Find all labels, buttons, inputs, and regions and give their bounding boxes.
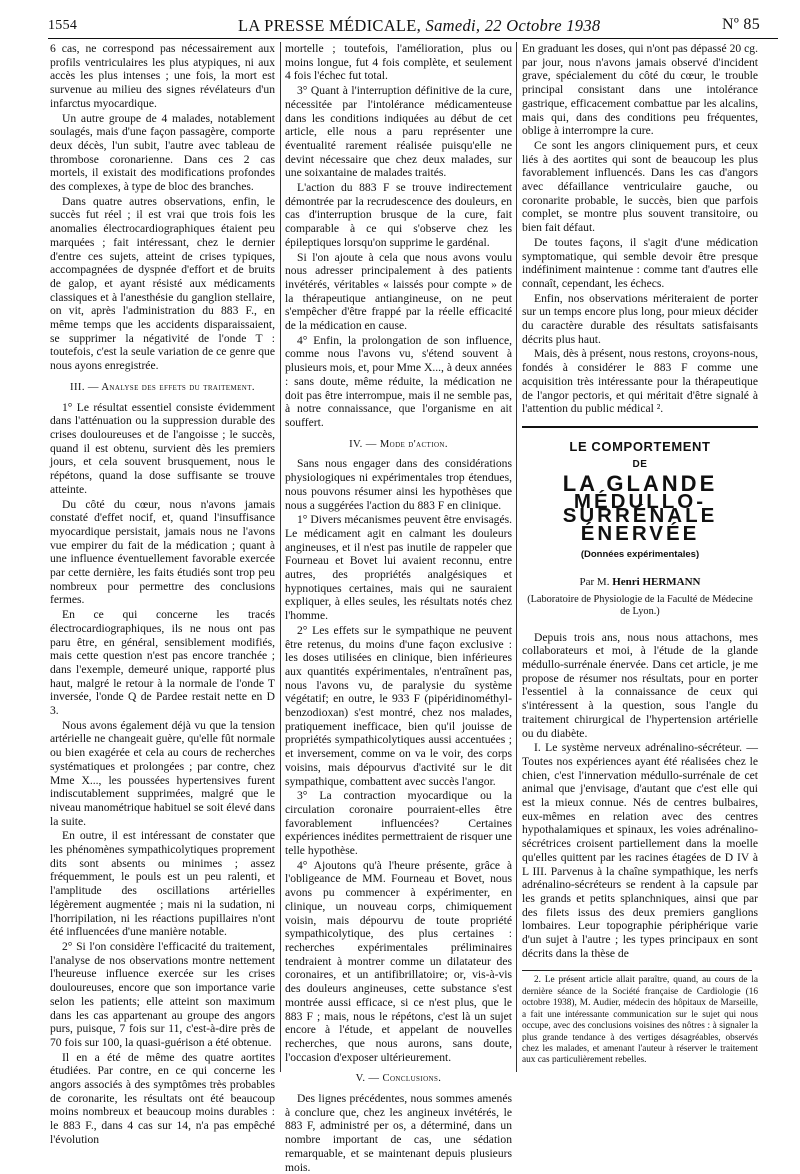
paragraph: Mais, dès à présent, nous restons, croyons-nous, fondés à considérer le 883 F comme une acquisition très intéressante pour la thérapeutique de l'angor pectoris, et qui méritait d'être signalé à l'attention du public médical ². — [522, 347, 758, 416]
paragraph: 6 cas, ne correspond pas nécessairement aux profils ventriculaires les plus atypiques, ni aux accès les plus intenses ; une fois, la mort est survenue au milieu des signes révélateurs d'un infarctus myocardique. — [50, 42, 275, 110]
page-header — [48, 14, 772, 38]
paragraph: 1° Le résultat essentiel consiste évidemment dans l'atténuation ou la suppression durable des crises douloureuses et de l'angoisse ; le succès, quand il est obtenu, survient dès les premiers jours, et cela souvent brusquement, nous le répétons, quand la dose suffisante se trouve atteinte. — [50, 400, 275, 496]
section-heading: III. — Analyse des effets du traitement. — [70, 381, 255, 393]
paragraph: 3° Quant à l'interruption définitive de la cure, nécessitée par l'intolérance médicamenteuse dans les conditions indiquées au début de cet article, elle nous a paru représenter une éventualité rarement réalisée puisqu'elle ne devint nécessaire que chez deux malades, sur une soixantaine de malades traités. — [285, 84, 512, 180]
paragraph: De toutes façons, il s'agit d'une médication symptomatique, qui semble devoir être presque indéfiniment maintenue : comme tant d'autres elle connaît, cependant, les échecs. — [522, 235, 758, 290]
paragraph: 1° Divers mécanismes peuvent être envisagés. Le médicament agit en calmant les douleurs angineuses, et il n'est pas inutile de rappeler que Fourneau et Bovet lui avaient reconnu, entre autres, des propriétés analgésiques et hypnotiques certaines, mais qui ne sauraient expliquer, à elles seules, les résultats notés chez l'homme. — [285, 513, 512, 623]
paragraph: Sans nous engager dans des considérations physiologiques ni expérimentales trop étendues, nous pouvons résumer ainsi les hypothèses que nous a suggérées l'action du 883 F en clinique. — [285, 457, 512, 512]
issue-date: Samedi, 22 Octobre 1938 — [425, 16, 601, 35]
paragraph: Nous avons également déjà vu que la tension artérielle ne changeait guère, qu'elle fût normale ou bien exagérée et cela au cours de recherches systématiques et prolongées ; par contre, chez Mme X..., les poussées hypertensives furent indiscutablement supprimées, malgré que le niveau manométrique habituel se soit élevé dans la suite. — [50, 718, 275, 828]
paragraph: L'action du 883 F se trouve indirectement démontrée par la recrudescence des douleurs, en cas d'interruption brusque de la cure, fait comparable à ce qui s'observe chez les épileptiques lorsqu'on supprime le gardénal. — [285, 181, 512, 249]
paragraph: 4° Ajoutons qu'à l'heure présente, grâce à l'obligeance de MM. Fourneau et Bovet, nous avons pu commencer à expérimenter, en clinique, un nouveau corps, chimiquement voisin, mais dépourvu de toute propriété sympathicolytique, des plus certaines : recherches expérimentales préliminaires tendraient à montrer comme un dilatateur des coronaires, et un antifibrillatoire; or, vis-à-vis des douleurs angineuses, cette substance s'est montrée aussi efficace, si ce n'est plus, que le 883 F ; mais, nous le répétons, c'est là un sujet encore à l'étude, et appelant de nouvelles recherches, que nous aurons, sans doute, l'occasion d'exposer ultérieurement. — [285, 858, 512, 1064]
column-divider — [280, 42, 281, 1072]
paragraph: Des lignes précédentes, nous sommes amenés à conclure que, chez les angineux invétérés, le 883 F, administré per os, a déterminé, dans un nombre important de cas, une sédation remarquable, et se maintenant depuis plusieurs mois. — [285, 1092, 512, 1174]
column-2 — [285, 42, 512, 1174]
footnote: 2. Le présent article allait paraître, quand, au cours de la dernière séance de la Société française de Cardiologie (16 octobre 1938), M. Audier, médecin des hôpitaux de Marseille, a fait une intéressante communication sur le sujet qui nous occupe, avec des conclusions voisines des nôtres : à signaler la plus grande tendance à des vertiges désagréables, observés chez les malades, et amenant l'auteur à réserver le traitement aux cas particulièrement rebelles. — [522, 975, 758, 1066]
article-heading — [522, 440, 758, 562]
paragraph: Un autre groupe de 4 malades, notablement soulagés, mais d'une façon passagère, comporte deux décès, l'un subit, l'autre avec tableau de thrombose coronarienne. Dans ces 2 cas mortels, il existait des modifications profondes des complexes, à type de bloc des branches. — [50, 111, 275, 194]
paragraph: Du côté du cœur, nous n'avons jamais constaté d'effet nocif, et, quand l'insuffisance myocardique persistait, jamais nous ne l'avons vue empirer du fait de la médication ; quant à une influence éventuellement favorable exercée par cette dernière, les faits étudiés sont trop peu nombreux pour permettre des conclusions fermes. — [50, 497, 275, 607]
paragraph: mortelle ; toutefois, l'amélioration, plus ou moins longue, fut 4 fois complète, et seulement 4 fois l'échec fut total. — [285, 42, 512, 83]
paragraph: 2° Si l'on considère l'efficacité du traitement, l'analyse de nos observations montre nettement l'heureuse influence exercée sur les crises douloureuses, encore que son importance varie selon les patients; elle atteint son maximum dans les cas appartenant au groupe des angors purs, puisque, 7 fois sur 11, c'est-à-dire près de 70 fois sur 100, la quasi-guérison a été obtenue. — [50, 940, 275, 1049]
section-heading: IV. — Mode d'action. — [349, 438, 448, 450]
journal-title — [238, 16, 600, 36]
paragraph: Si l'on ajoute à cela que nous avons voulu nous adresser principalement à des patients invétérés, véritables « laissés pour compte » de la thérapeutique antiangineuse, on ne peut s'empêcher d'être frappé par la réelle efficacité de la médication en cause. — [285, 250, 512, 333]
article-kicker-de: DE — [632, 458, 648, 470]
header-rule — [48, 38, 778, 39]
section-heading: V. — Conclusions. — [355, 1073, 442, 1085]
paragraph: Il en a été de même des quatre aortites étudiées. Par contre, en ce qui concerne les angors associés à des symptômes très probables de coronarite, les résultats ont été beaucoup moins nombreux et beaucoup moins durables : le 883 F., dans 4 cas sur 14, n'a pas empêché l'évolution — [50, 1050, 275, 1146]
journal-name: LA PRESSE MÉDICALE, — [238, 16, 422, 35]
article-subtitle: (Données expérimentales) — [580, 549, 700, 561]
author-affiliation: (Laboratoire de Physiologie de la Faculté de Médecine de Lyon.) — [527, 593, 753, 618]
column-1 — [50, 42, 275, 1146]
column-divider — [516, 42, 517, 1072]
article-author — [522, 576, 758, 590]
paragraph: 3° La contraction myocardique ou la circulation coronaire pourraient-elles être favorablement influencées? Certaines expériences inédites permettraient de risquer une telle hypothèse. — [285, 789, 512, 858]
paragraph: Depuis trois ans, nous nous attachons, mes collaborateurs et moi, à l'étude de la glande médullo-surrénale énervée. Dans cet article, je me propose de résumer nos résultats, pour en porter l'essentiel à la connaissance de ceux qui s'intéressent à la question, sous l'angle du traitement chirurgical de l'hypertension artérielle ou du diabète. — [522, 630, 758, 740]
author-prefix: Par M. — [579, 575, 610, 588]
paragraph: Dans quatre autres observations, enfin, le succès fut réel ; il est vrai que trois fois les anomalies électrocardiographiques étaient peu marquées ; fait intéressant, chez le dernier d'entre ces sujets, atteint de crises typiques, accompagnées de dyspnée d'effort et de bruits de galop, et ayant résisté aux médicaments classiques et à l'anesthésie du ganglion stellaire, on vit, après l'administration du 883 F., en même temps que les accidents disparaissaient, se supprimer la négativité de l'onde T : toutefois, c'est la seule variation de ce genre que nous ayons enregistrée. — [50, 194, 275, 373]
paragraph: 2° Les effets sur le sympathique ne peuvent être retenus, du moins d'une façon exclusive : les doses utilisées en clinique, bien inférieures aux quantités expérimentales, n'entraînent pas, nous l'avons vu, de paralysie du système végétatif; en outre, le 933 F (pipéridinométhyl-benzodioxan) s'est montré, chez nos malades, pratiquement inefficace, bien qu'il jouisse de propriétés sympathicolytiques aussi accentuées ; et inversement, comme on va le voir, des corps voisins, mais dépourvus d'activité sur le dit sympathique, combattent avec succès l'angor. — [285, 623, 512, 788]
article-separator — [522, 426, 758, 428]
paragraph: Enfin, nos observations mériteraient de porter sur un temps encore plus long, pour mieux décider du caractère durable des résultats satisfaisants décrits plus haut. — [522, 291, 758, 346]
article-title-line-1: LA GLANDE — [562, 471, 718, 497]
paragraph: 4° Enfin, la prolongation de son influence, comme nous l'avons vu, s'étend souvent à plusieurs mois, et, pour Mme X..., à deux années : sans doute, même réduite, la médication ne doit pas être interrompue, mais il ne semble pas, à notre connaissance, que l'organisme en ait souffert. — [285, 333, 512, 429]
issue-number: Nº 85 — [721, 16, 760, 33]
paragraph: Ce sont les angors cliniquement purs, et ceux liés à des aortites qui sont de beaucoup les plus favorablement influencés. Dans les cas d'angors avec défaillance ventriculaire gauche, ou coronarite probable, le succès, bien que parfois complet, se montre plus souvent transitoire, ou bien fait défaut. — [522, 138, 758, 235]
author-name: Henri HERMANN — [612, 575, 701, 588]
column-3 — [522, 42, 758, 1072]
article-title-line-2: MÉDULLO-SURRÉNALE — [562, 490, 718, 527]
article-title-line-3: ÉNERVÉE — [580, 521, 700, 545]
paragraph: En ce qui concerne les tracés électrocardiographiques, ils ne nous ont pas paru être, en général, sensiblement modifiés, mais cette question n'est pas encore tranchée ; dans l'exemple, demeuré unique, rapporté plus haut, malgré le retour à la normale de l'onde T inversée, l'onde Q de Pardee restait nette en D 3. — [50, 608, 275, 718]
paragraph: En graduant les doses, qui n'ont pas dépassé 20 cg. par jour, nous n'avons jamais observé d'incident grave, spécialement du côté du cœur, le trouble principal consistant dans une intolérance gastrique, efficacement combattue par les alcalins, mais qui, dans des conditions peu fréquentes, oblige à interrompre la cure. — [522, 42, 758, 138]
article-kicker: LE COMPORTEMENT — [569, 438, 711, 454]
footnote-rule — [522, 970, 752, 971]
page-number: 1554 — [48, 18, 78, 33]
paragraph: I. Le système nerveux adrénalino-sécréteur. — Toutes nos expériences ayant été réalisées chez le chien, c'est l'innervation médullo-surrénale de cet animal que j'envisage, d'autant que c'est elle qui est la mieux connue. Nés de centres bulbaires, eux-mêmes en relation avec des centres hypothalamiques et spinaux, les voies adrénalino-sécrétrices croisent partiellement dans la moelle qu'elles quittent par les racines étagées de D IV à L III. Parvenus à la chaîne sympathique, les nerfs adrénalino-sécréteurs se rendent à la capsule par les grands et petits splanchniques, ainsi que par des filets issus des deux premiers ganglions lombaires. Leur topographie périphérique varie d'un sujet à l'autre ; les types principaux en sont décrits dans la thèse de — [522, 741, 758, 960]
paragraph: En outre, il est intéressant de constater que les phénomènes sympathicolytiques proprement dits sont absents ou minimes ; assez fréquemment, le pouls est un peu ralenti, et l'amplitude des oscillations artérielles légèrement augmentée ; mais ni la sudation, ni l'horripilation, ni les réactions pupillaires n'ont été influencées d'une manière notable. — [50, 829, 275, 939]
